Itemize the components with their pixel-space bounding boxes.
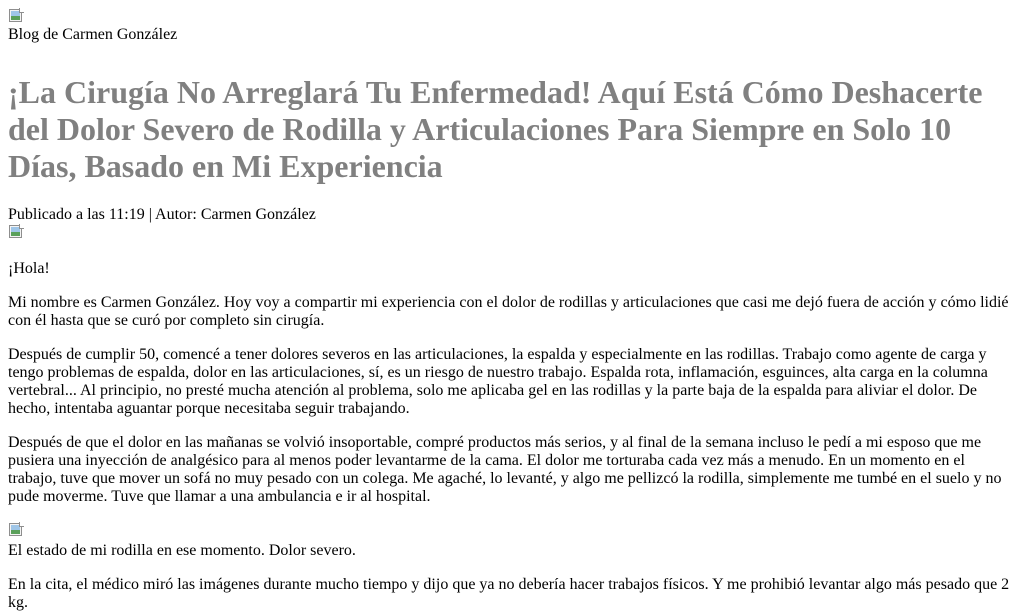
hero-image [8,224,1016,240]
blog-logo [8,8,1016,24]
blog-name: Blog de Carmen González [8,26,178,43]
paragraph-incident: Después de que el dolor en las mañanas se volvió insoportable, compré productos más serios, y al final de la semana incluso le pedí a mi esposo que me pusiera una inyección de analgésico para al menos poder levantarme de la cama. El dolor me torturaba cada vez más a menudo. En un momento en el trabajo, tuve que mover un sofá no muy pesado con un colega. Me agaché, lo levanté, y algo me pellizcó la rodilla, simplemente me tumbé en el suelo y no pude moverme. Tuve que llamar a una ambulancia e ir al hospital. [8,434,1002,505]
paragraph-intro: Mi nombre es Carmen González. Hoy voy a compartir mi experiencia con el dolor de rodillas y articulaciones que casi me dejó fuera de acción y cómo lidié con él hasta que se curó por completo sin cirugía. [8,294,1009,329]
paragraph-doctor: En la cita, el médico miró las imágenes durante mucho tiempo y dijo que ya no debería hacer trabajos físicos. Y me prohibió levantar algo más pesado que 2 kg. [8,576,1010,611]
paragraph-symptoms: Después de cumplir 50, comencé a tener dolores severos en las articulaciones, la espalda y especialmente en las rodillas. Trabajo como agente de carga y tengo problemas de espalda, dolor en las articulaciones, sí, es un riesgo de nuestro trabajo. Espalda rota, inflamación, esguinces, alta carga en la columna vertebral... Al principio, no presté mucha atención al problema, solo me aplicaba gel en las rodillas y la parte baja de la espalda para aliviar el dolor. De hecho, intentaba aguantar porque necesitaba seguir trabajando. [8,346,988,417]
article-meta: Publicado a las 11:19 | Autor: Carmen González [8,206,316,223]
broken-image-icon [8,224,24,240]
figure-caption: El estado de mi rodilla en ese momento. Dolor severo. [8,542,356,559]
greeting: ¡Hola! [8,260,50,277]
knee-figure [8,522,1016,540]
broken-image-icon [8,522,24,538]
article-title: ¡La Cirugía No Arreglará Tu Enfermedad! Aquí Está Cómo Deshacerte del Dolor Severo de Rodilla y Articulaciones Para Siempre en Solo 10 Días, Basado en Mi Experiencia [8,74,983,184]
broken-image-icon [8,8,24,24]
